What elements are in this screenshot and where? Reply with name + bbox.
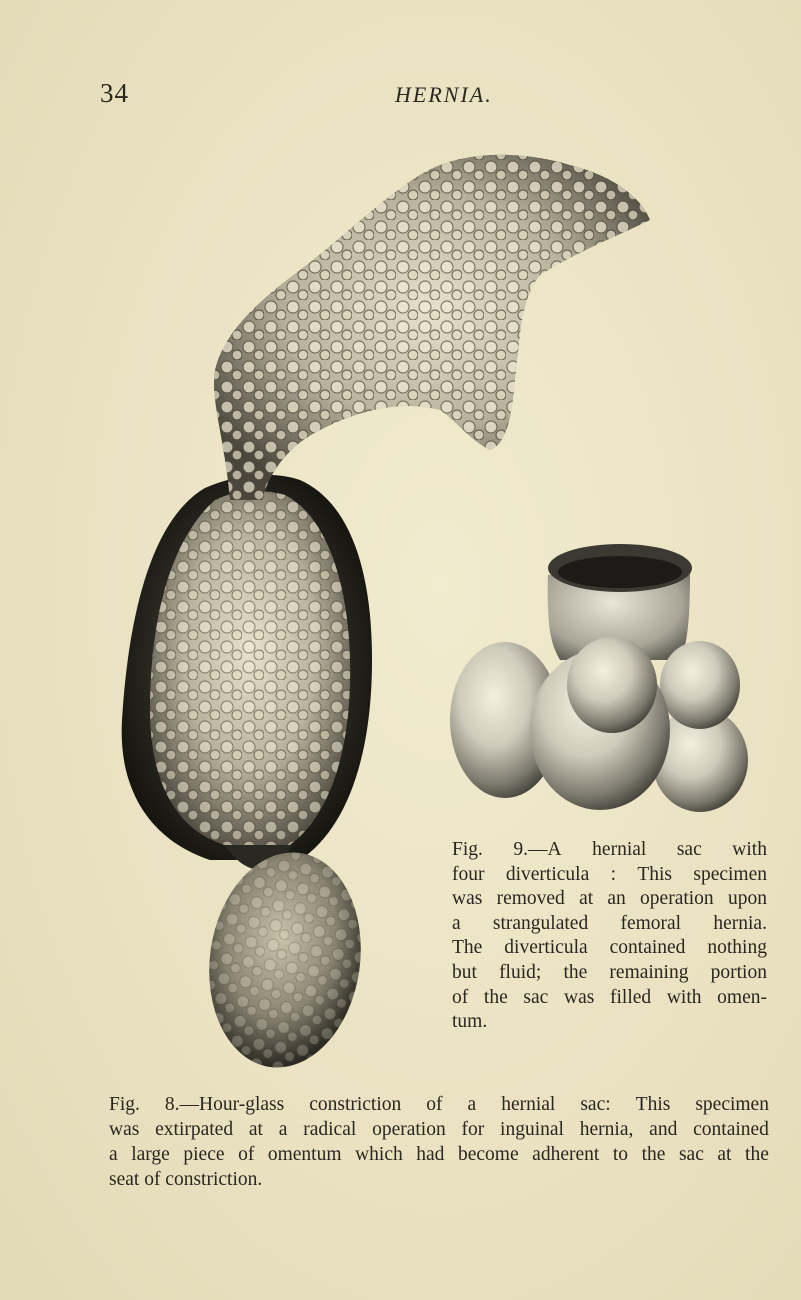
caption-word: a — [109, 1144, 118, 1165]
caption-word: the — [745, 1144, 769, 1165]
caption-word: of — [452, 986, 469, 1008]
caption-word: constriction — [309, 1094, 402, 1115]
caption-word: operation — [640, 888, 714, 910]
caption-word: extirpated — [155, 1119, 234, 1140]
caption-word: a — [278, 1119, 288, 1140]
caption-word: diverticula — [504, 937, 588, 959]
caption-word: contained — [609, 937, 686, 959]
caption-word: sac — [678, 1144, 704, 1165]
caption-line — [109, 1117, 769, 1142]
caption-word: at — [248, 1119, 263, 1140]
caption-word: an — [607, 888, 626, 910]
caption-word: at — [579, 888, 594, 910]
caption-word: This — [635, 1094, 671, 1115]
figure-8-caption — [109, 1092, 769, 1192]
caption-line — [109, 1142, 769, 1167]
caption-word: hernia. — [713, 912, 767, 934]
caption-word: a — [452, 912, 461, 934]
page-number: 34 — [100, 78, 129, 108]
caption-line — [452, 936, 767, 961]
caption-word: specimen — [695, 1094, 769, 1115]
caption-word: hernia, — [579, 1119, 634, 1140]
caption-word: Fig. — [109, 1094, 140, 1115]
caption-word: diverticula — [505, 863, 590, 885]
caption-word: was — [452, 888, 483, 910]
caption-word: nothing — [707, 937, 767, 959]
caption-word: four — [452, 863, 485, 885]
sac-opening — [558, 556, 682, 588]
caption-line: seat of constriction. — [109, 1169, 263, 1190]
caption-word: large — [131, 1144, 170, 1165]
caption-word: omen- — [717, 986, 767, 1008]
caption-word: was — [564, 986, 595, 1008]
caption-word: which — [355, 1144, 403, 1165]
caption-line: tum. — [452, 1011, 488, 1033]
lower-sac-texture — [196, 843, 375, 1078]
caption-line — [452, 961, 767, 986]
caption-line — [452, 863, 767, 888]
caption-word: specimen — [693, 863, 767, 885]
caption-word: at — [717, 1144, 732, 1165]
caption-word: omentum — [267, 1144, 342, 1165]
caption-line — [452, 838, 767, 863]
omentum-trailing-texture — [214, 155, 650, 500]
caption-word: 9.—A — [513, 839, 562, 860]
diverticulum-center — [567, 637, 657, 733]
caption-word: hernial — [501, 1094, 556, 1115]
caption-word: was — [109, 1119, 140, 1140]
caption-word: The — [452, 937, 483, 959]
caption-word: Fig. — [452, 839, 483, 860]
caption-word: a — [467, 1094, 477, 1115]
caption-word: sac — [676, 839, 702, 860]
caption-word: the — [563, 961, 588, 983]
caption-word: of — [238, 1144, 255, 1165]
caption-word: become — [457, 1144, 519, 1165]
figure-9-diverticula-sac — [450, 544, 748, 812]
caption-line — [452, 912, 767, 937]
caption-word: femoral — [620, 912, 682, 934]
caption-word: strangulated — [492, 912, 589, 934]
caption-word: hernial — [592, 839, 647, 860]
caption-word: the — [641, 1144, 666, 1165]
caption-word: filled — [610, 986, 652, 1008]
diverticulum-right-upper — [660, 641, 740, 729]
caption-word: portion — [710, 961, 767, 983]
caption-word: piece — [183, 1144, 225, 1165]
caption-word: and — [649, 1119, 678, 1140]
caption-word: had — [416, 1144, 445, 1165]
caption-word: sac — [523, 986, 549, 1008]
caption-word: but — [452, 961, 477, 983]
caption-word: adherent — [532, 1144, 600, 1165]
caption-word: with — [732, 839, 767, 860]
caption-word: inguinal — [500, 1119, 564, 1140]
caption-word: remaining — [609, 961, 689, 983]
caption-word: radical — [303, 1119, 357, 1140]
caption-word: fluid; — [499, 961, 542, 983]
caption-word: of — [426, 1094, 443, 1115]
caption-word: upon — [727, 888, 767, 910]
figure-9-caption — [452, 838, 767, 1035]
caption-word: with — [666, 986, 702, 1008]
caption-word: contained — [693, 1119, 769, 1140]
caption-word: to — [612, 1144, 629, 1165]
running-head: HERNIA. — [395, 82, 493, 107]
caption-word: 8.—Hour-glass — [164, 1094, 285, 1115]
caption-word: This — [637, 863, 673, 885]
caption-line — [109, 1092, 769, 1117]
caption-word: sac: — [580, 1094, 611, 1115]
caption-word: removed — [496, 888, 565, 910]
caption-word: : — [610, 863, 616, 885]
caption-line — [452, 986, 767, 1011]
caption-word: for — [461, 1119, 485, 1140]
caption-line — [452, 887, 767, 912]
caption-word: operation — [372, 1119, 446, 1140]
caption-word: the — [483, 986, 508, 1008]
